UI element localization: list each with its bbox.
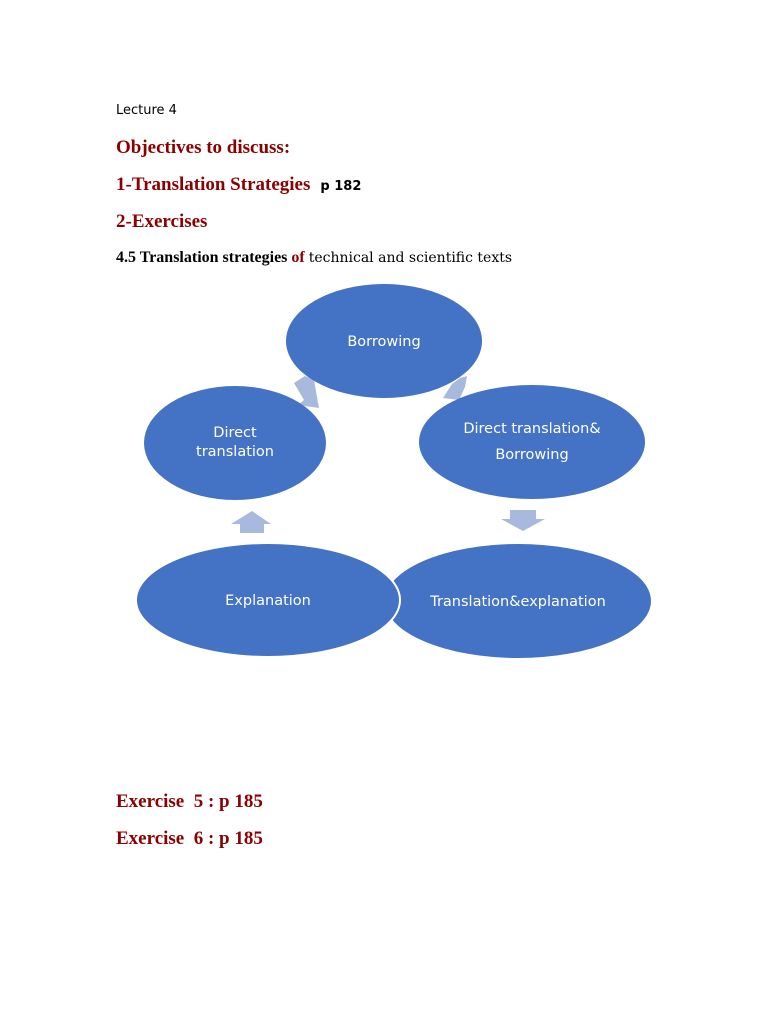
section-rest: technical and scientific texts <box>308 250 513 266</box>
node-borrowing-label: Borrowing <box>347 334 421 350</box>
objective-item-2: 2-Exercises <box>116 211 208 232</box>
section-of: of <box>291 249 305 266</box>
node-direct-borrowing-line2: Borrowing <box>495 447 569 463</box>
lecture-label: Lecture 4 <box>116 103 177 118</box>
node-explanation <box>136 543 400 657</box>
node-translation-explanation-label: Translation&explanation <box>430 594 606 610</box>
objectives-heading: Objectives to discuss: <box>116 137 291 158</box>
node-direct-translation-line2: translation <box>196 444 274 460</box>
exercise-item: Exercise 6 : p 185 <box>116 828 263 849</box>
exercise-item: Exercise 5 : p 185 <box>116 791 263 812</box>
node-explanation-label: Explanation <box>225 593 311 609</box>
node-borrowing <box>286 284 482 398</box>
node-direct-translation-line1: Direct <box>213 425 257 441</box>
node-direct-borrowing-line1: Direct translation& <box>463 421 601 437</box>
objective-item-1-text: 1-Translation Strategies <box>116 174 311 195</box>
arrow-explanation-to-direct <box>231 511 271 533</box>
node-direct-translation <box>144 386 326 500</box>
objective-item-1-page: p 182 <box>320 179 362 194</box>
section-title: 4.5 Translation strategies <box>116 249 288 266</box>
node-translation-explanation <box>385 544 651 658</box>
node-direct-translation-borrowing <box>419 385 645 499</box>
arrow-direct-borrowing-to-translation-explanation <box>501 510 545 531</box>
